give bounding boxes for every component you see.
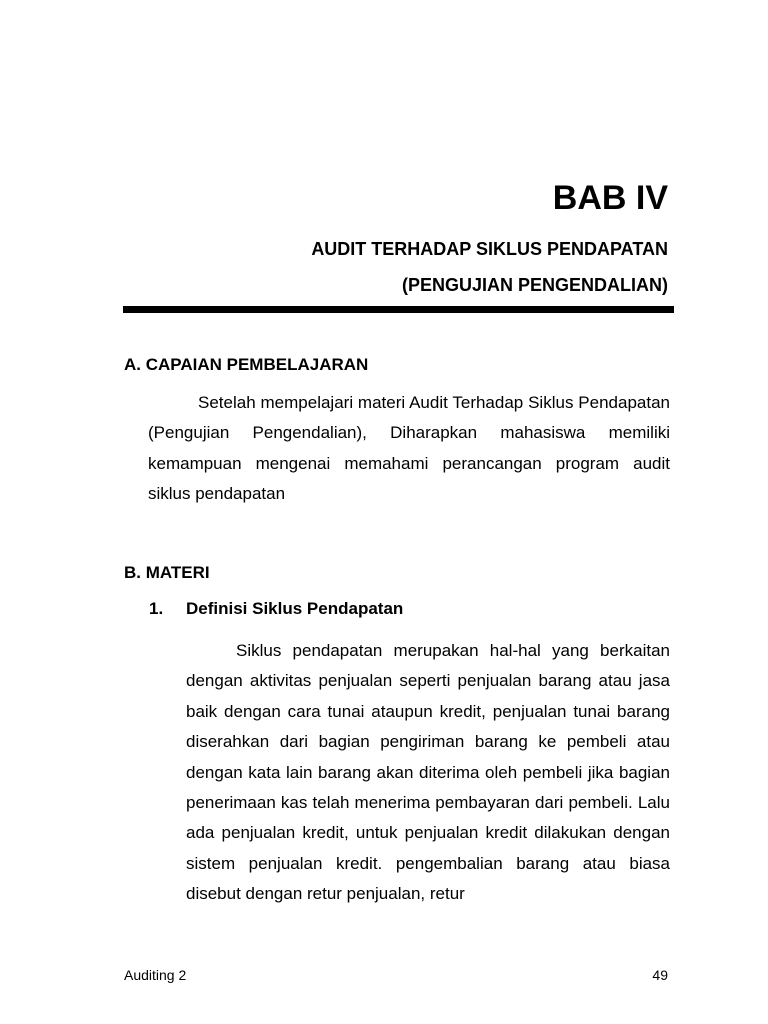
- subsection-1-number: 1.: [149, 599, 164, 618]
- title-divider: [123, 306, 674, 313]
- footer-book-title: Auditing 2: [124, 967, 187, 983]
- section-b-heading: B. MATERI: [124, 563, 210, 582]
- chapter-title-line-2: (PENGUJIAN PENGENDALIAN): [401, 275, 668, 295]
- section-a-heading: A. CAPAIAN PEMBELAJARAN: [124, 355, 369, 374]
- subsection-1-paragraph: [186, 636, 670, 910]
- subsection-1-heading: [149, 598, 403, 620]
- subsection-1-paragraph-text: Siklus pendapatan merupakan hal-hal yang berkaitan dengan aktivitas penjualan seperti penjualan barang atau jasa baik dengan cara tunai ataupun kredit, penjualan tunai barang diserahkan dari bagian pengiriman barang ke pembeli atau dengan kata lain barang akan diterima oleh pembeli jika bagian penerimaan kas telah menerima pembayaran dari pembeli. Lalu ada penjualan kredit, untuk penjualan kredit dilakukan dengan sistem penjualan kredit. pengembalian barang atau biasa disebut dengan retur penjualan, retur: [186, 641, 670, 904]
- footer-page-number: 49: [652, 967, 668, 983]
- chapter-number: BAB IV: [552, 179, 668, 217]
- section-a-paragraph-text: Setelah mempelajari materi Audit Terhadap Siklus Pendapatan (Pengujian Pengendalian), Diharapkan mahasiswa memiliki kemampuan mengenai memahami perancangan program audit siklus pendapatan: [148, 393, 670, 504]
- chapter-title-line-1: AUDIT TERHADAP SIKLUS PENDAPATAN: [311, 239, 668, 259]
- section-a-paragraph: [148, 388, 670, 510]
- subsection-1-title: Definisi Siklus Pendapatan: [186, 599, 404, 618]
